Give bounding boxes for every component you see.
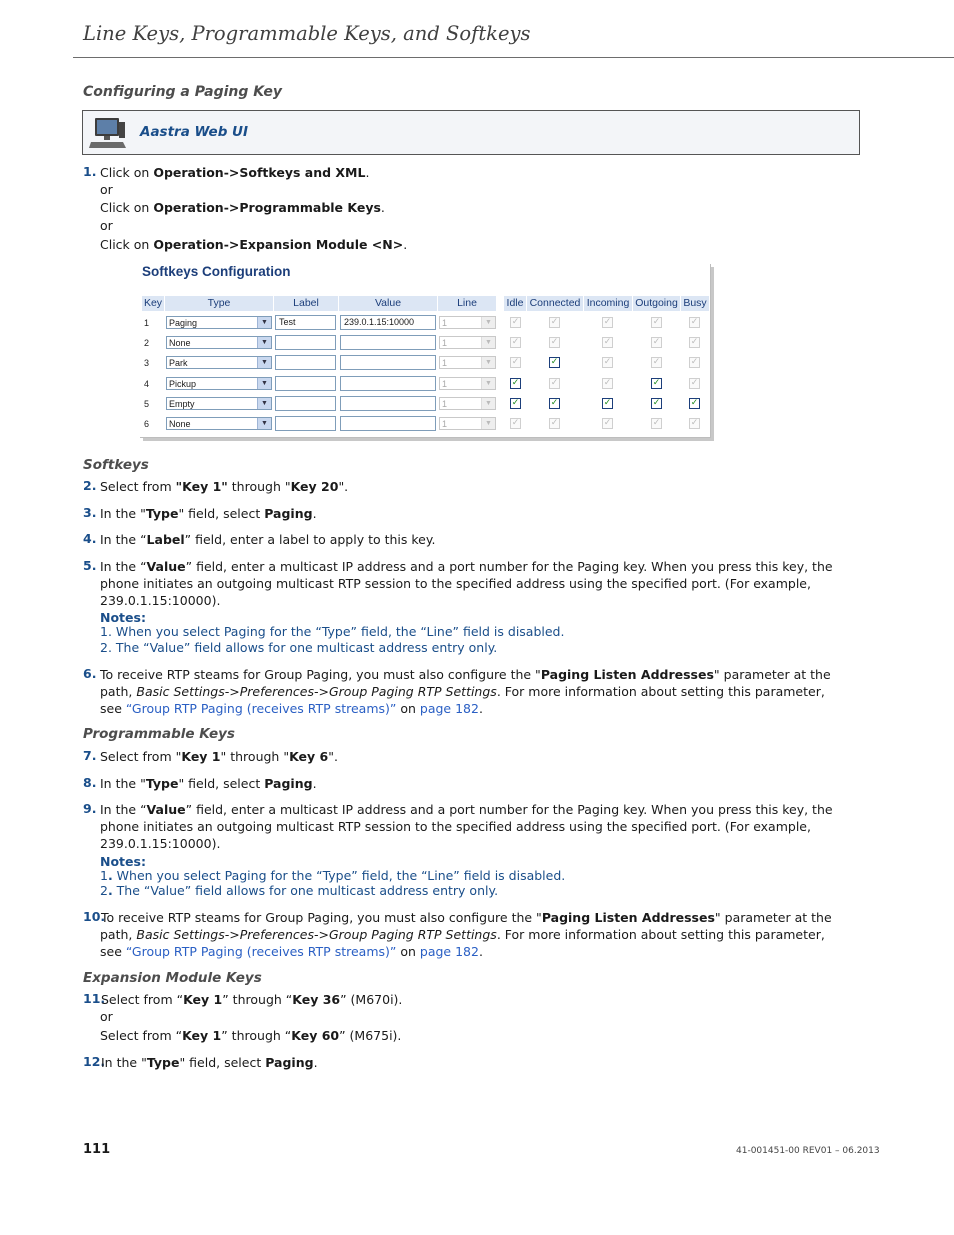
type-select-value: Pickup: [169, 378, 197, 389]
column-header: Outgoing: [633, 296, 681, 311]
line-select[interactable]: [439, 377, 496, 390]
type-select-value: Empty: [169, 398, 195, 409]
line-select[interactable]: [439, 417, 496, 430]
softkeys-configuration-title: Softkeys Configuration: [142, 264, 291, 279]
type-select[interactable]: [166, 336, 272, 349]
chevron-down-icon: ▼: [257, 317, 271, 328]
label-input[interactable]: [275, 396, 336, 411]
label-input[interactable]: [275, 355, 336, 370]
state-checkbox[interactable]: ✓: [550, 418, 559, 428]
step10-line3: see “Group RTP Paging (receives RTP streams)” on page 182.: [100, 944, 483, 959]
step-number: 2.: [83, 478, 97, 493]
expansion-module-keys-heading: Expansion Module Keys: [83, 970, 262, 986]
line-select[interactable]: [439, 336, 496, 349]
step11-line-b: Select from “Key 1” through “Key 60” (M675i).: [100, 1028, 402, 1043]
chevron-down-icon: ▼: [257, 337, 271, 348]
step1-line-c: Click on Operation->Expansion Module <N>.: [100, 237, 408, 252]
chevron-down-icon: ▼: [481, 337, 495, 348]
computer-icon: [89, 116, 127, 150]
line-select-value: 1: [442, 338, 448, 349]
state-checkbox[interactable]: ✓: [652, 377, 661, 388]
step6-line1: To receive RTP steams for Group Paging, you must also configure the "Paging Listen Addresses" parameter at the: [100, 667, 831, 682]
state-checkbox[interactable]: ✓: [652, 357, 661, 368]
key-number: 3: [144, 358, 150, 369]
type-select[interactable]: [166, 397, 272, 410]
column-header: Value: [339, 296, 438, 311]
column-header: Key: [142, 296, 165, 311]
chevron-down-icon: ▼: [257, 378, 271, 389]
state-checkbox[interactable]: ✓: [511, 418, 520, 428]
page-number: 111: [83, 1142, 111, 1157]
note-1: 1. When you select Paging for the “Type” field, the “Line” field is disabled.: [100, 624, 565, 639]
step-number: 1.: [83, 164, 97, 179]
step10-line2: path, Basic Settings->Preferences->Group Paging RTP Settings. For more information about setting this parameter,: [100, 927, 825, 942]
step6-line2: path, Basic Settings->Preferences->Group Paging RTP Settings. For more information about setting this parameter,: [100, 684, 825, 699]
column-header: Type: [165, 296, 274, 311]
or-text: or: [100, 1009, 113, 1024]
label-input[interactable]: [275, 416, 336, 431]
state-checkbox[interactable]: ✓: [603, 377, 612, 388]
line-select-value: 1: [442, 378, 448, 389]
step10-line1: To receive RTP steams for Group Paging, you must also configure the "Paging Listen Addresses" parameter at the: [101, 910, 832, 925]
chevron-down-icon: ▼: [481, 378, 495, 389]
key-number: 5: [144, 398, 150, 409]
state-checkbox[interactable]: ✓: [690, 397, 699, 408]
type-select[interactable]: [166, 316, 272, 329]
type-select[interactable]: [166, 356, 272, 369]
state-checkbox[interactable]: ✓: [511, 337, 520, 348]
step12-text: In the "Type" field, select Paging.: [101, 1055, 318, 1070]
aastra-web-ui-label: Aastra Web UI: [140, 124, 249, 140]
state-checkbox[interactable]: ✓: [652, 317, 661, 327]
state-checkbox[interactable]: ✓: [550, 337, 559, 348]
group-rtp-paging-link[interactable]: “Group RTP Paging (receives RTP streams)”: [125, 944, 397, 959]
step11-line-a: Select from “Key 1” through “Key 36” (M670i).: [101, 992, 403, 1007]
state-checkbox[interactable]: ✓: [550, 357, 559, 368]
document-id: 41-001451-00 REV01 – 06.2013: [736, 1146, 880, 1156]
state-checkbox[interactable]: ✓: [603, 357, 612, 368]
softkeys-configuration-panel: [140, 264, 711, 438]
step-number: 5.: [83, 558, 97, 573]
line-select[interactable]: [439, 356, 496, 369]
label-input[interactable]: Test: [275, 315, 336, 330]
state-checkbox[interactable]: ✓: [550, 397, 559, 408]
column-header: Label: [274, 296, 339, 311]
state-checkbox[interactable]: ✓: [550, 377, 559, 388]
value-input[interactable]: 239.0.1.15:10000: [340, 315, 436, 330]
step-number: 4.: [83, 531, 97, 546]
step1-line-a: Click on Operation->Softkeys and XML.: [100, 165, 370, 180]
state-checkbox[interactable]: ✓: [603, 418, 612, 428]
state-checkbox[interactable]: ✓: [652, 418, 661, 428]
chevron-down-icon: ▼: [481, 398, 495, 409]
step9-line3: 239.0.1.15:10000).: [100, 836, 221, 851]
column-header: Idle: [504, 296, 527, 311]
note-2: 2. The “Value” field allows for one multicast address entry only.: [100, 883, 499, 898]
column-header: Incoming: [584, 296, 633, 311]
state-checkbox[interactable]: ✓: [690, 317, 699, 327]
step1-line-b: Click on Operation->Programmable Keys.: [100, 200, 385, 215]
value-input[interactable]: [340, 396, 436, 411]
key-number: 1: [144, 318, 150, 328]
line-select-value: 1: [442, 419, 448, 429]
section-title: Configuring a Paging Key: [83, 84, 282, 100]
line-select-value: 1: [442, 358, 448, 369]
state-checkbox[interactable]: ✓: [603, 337, 612, 348]
note-2: 2. The “Value” field allows for one multicast address entry only.: [100, 640, 498, 655]
step-number: 11.: [83, 991, 106, 1006]
value-input[interactable]: [340, 355, 436, 370]
step5-line2: phone initiates an outgoing multicast RTP session to the specified address using the specified port. (For example,: [100, 576, 811, 591]
step-number: 10.: [83, 909, 106, 924]
value-input[interactable]: [340, 335, 436, 350]
key-number: 6: [144, 419, 150, 429]
state-checkbox[interactable]: ✓: [511, 357, 520, 368]
step3-text: In the "Type" field, select Paging.: [100, 506, 317, 521]
step-number: 6.: [83, 666, 97, 681]
softkeys-heading: Softkeys: [83, 457, 149, 473]
type-select-value: None: [169, 338, 191, 349]
type-select[interactable]: [166, 377, 272, 390]
step6-line3: see “Group RTP Paging (receives RTP streams)” on page 182.: [100, 701, 483, 716]
page-182-link[interactable]: page 182: [419, 944, 479, 959]
label-input[interactable]: [275, 335, 336, 350]
step9-line2: phone initiates an outgoing multicast RTP session to the specified address using the specified port. (For example,: [100, 819, 811, 834]
step-number: 12.: [83, 1054, 106, 1069]
state-checkbox[interactable]: ✓: [511, 377, 520, 388]
notes-label: Notes:: [100, 610, 146, 625]
line-select-value: 1: [442, 318, 448, 328]
chevron-down-icon: ▼: [481, 418, 495, 429]
page-182-link[interactable]: page 182: [419, 701, 479, 716]
state-checkbox[interactable]: ✓: [652, 337, 661, 348]
line-select[interactable]: [439, 316, 496, 329]
step-number: 3.: [83, 505, 97, 520]
value-input[interactable]: [340, 376, 436, 391]
header-rule: [73, 57, 954, 58]
state-checkbox[interactable]: ✓: [690, 377, 699, 388]
step-number: 8.: [83, 775, 97, 790]
page-header-title: Line Keys, Programmable Keys, and Softkeys: [83, 22, 531, 45]
line-select[interactable]: [439, 397, 496, 410]
or-text: or: [100, 182, 113, 197]
label-input[interactable]: [275, 376, 336, 391]
value-input[interactable]: [340, 416, 436, 431]
key-number: 4: [144, 378, 150, 389]
type-select-value: None: [169, 419, 191, 429]
type-select-value: Park: [169, 358, 188, 369]
line-select-value: 1: [442, 398, 448, 409]
type-select[interactable]: [166, 417, 272, 430]
aastra-web-ui-banner: [82, 110, 860, 155]
notes-label: Notes:: [100, 854, 146, 869]
column-header: Line: [438, 296, 497, 311]
step-number: 7.: [83, 748, 97, 763]
state-checkbox[interactable]: ✓: [690, 418, 699, 428]
chevron-down-icon: ▼: [257, 398, 271, 409]
chevron-down-icon: ▼: [257, 418, 271, 429]
column-header: Busy: [681, 296, 710, 311]
state-checkbox[interactable]: ✓: [690, 337, 699, 348]
group-rtp-paging-link[interactable]: “Group RTP Paging (receives RTP streams)”: [125, 701, 397, 716]
programmable-keys-heading: Programmable Keys: [83, 726, 235, 742]
column-header: Connected: [527, 296, 584, 311]
step7-text: Select from "Key 1" through "Key 6".: [100, 749, 338, 764]
step9-line1: In the “Value” field, enter a multicast IP address and a port number for the Paging key. When you press this key, the: [100, 802, 833, 817]
chevron-down-icon: ▼: [481, 357, 495, 368]
step2-text: Select from "Key 1" through "Key 20".: [100, 479, 349, 494]
state-checkbox[interactable]: ✓: [511, 317, 520, 327]
state-checkbox[interactable]: ✓: [652, 397, 661, 408]
step8-text: In the "Type" field, select Paging.: [100, 776, 317, 791]
step4-text: In the “Label” field, enter a label to apply to this key.: [100, 532, 436, 547]
key-number: 2: [144, 338, 150, 349]
state-checkbox[interactable]: ✓: [603, 397, 612, 408]
state-checkbox[interactable]: ✓: [550, 317, 559, 327]
step5-line3: 239.0.1.15:10000).: [100, 593, 221, 608]
or-text: or: [100, 218, 113, 233]
note-1: 1. When you select Paging for the “Type” field, the “Line” field is disabled.: [100, 868, 566, 883]
chevron-down-icon: ▼: [257, 357, 271, 368]
step-number: 9.: [83, 801, 97, 816]
chevron-down-icon: ▼: [481, 317, 495, 328]
state-checkbox[interactable]: ✓: [603, 317, 612, 327]
state-checkbox[interactable]: ✓: [511, 397, 520, 408]
type-select-value: Paging: [169, 318, 198, 328]
step5-line1: In the “Value” field, enter a multicast IP address and a port number for the Paging key. When you press this key, the: [100, 559, 833, 574]
state-checkbox[interactable]: ✓: [690, 357, 699, 368]
